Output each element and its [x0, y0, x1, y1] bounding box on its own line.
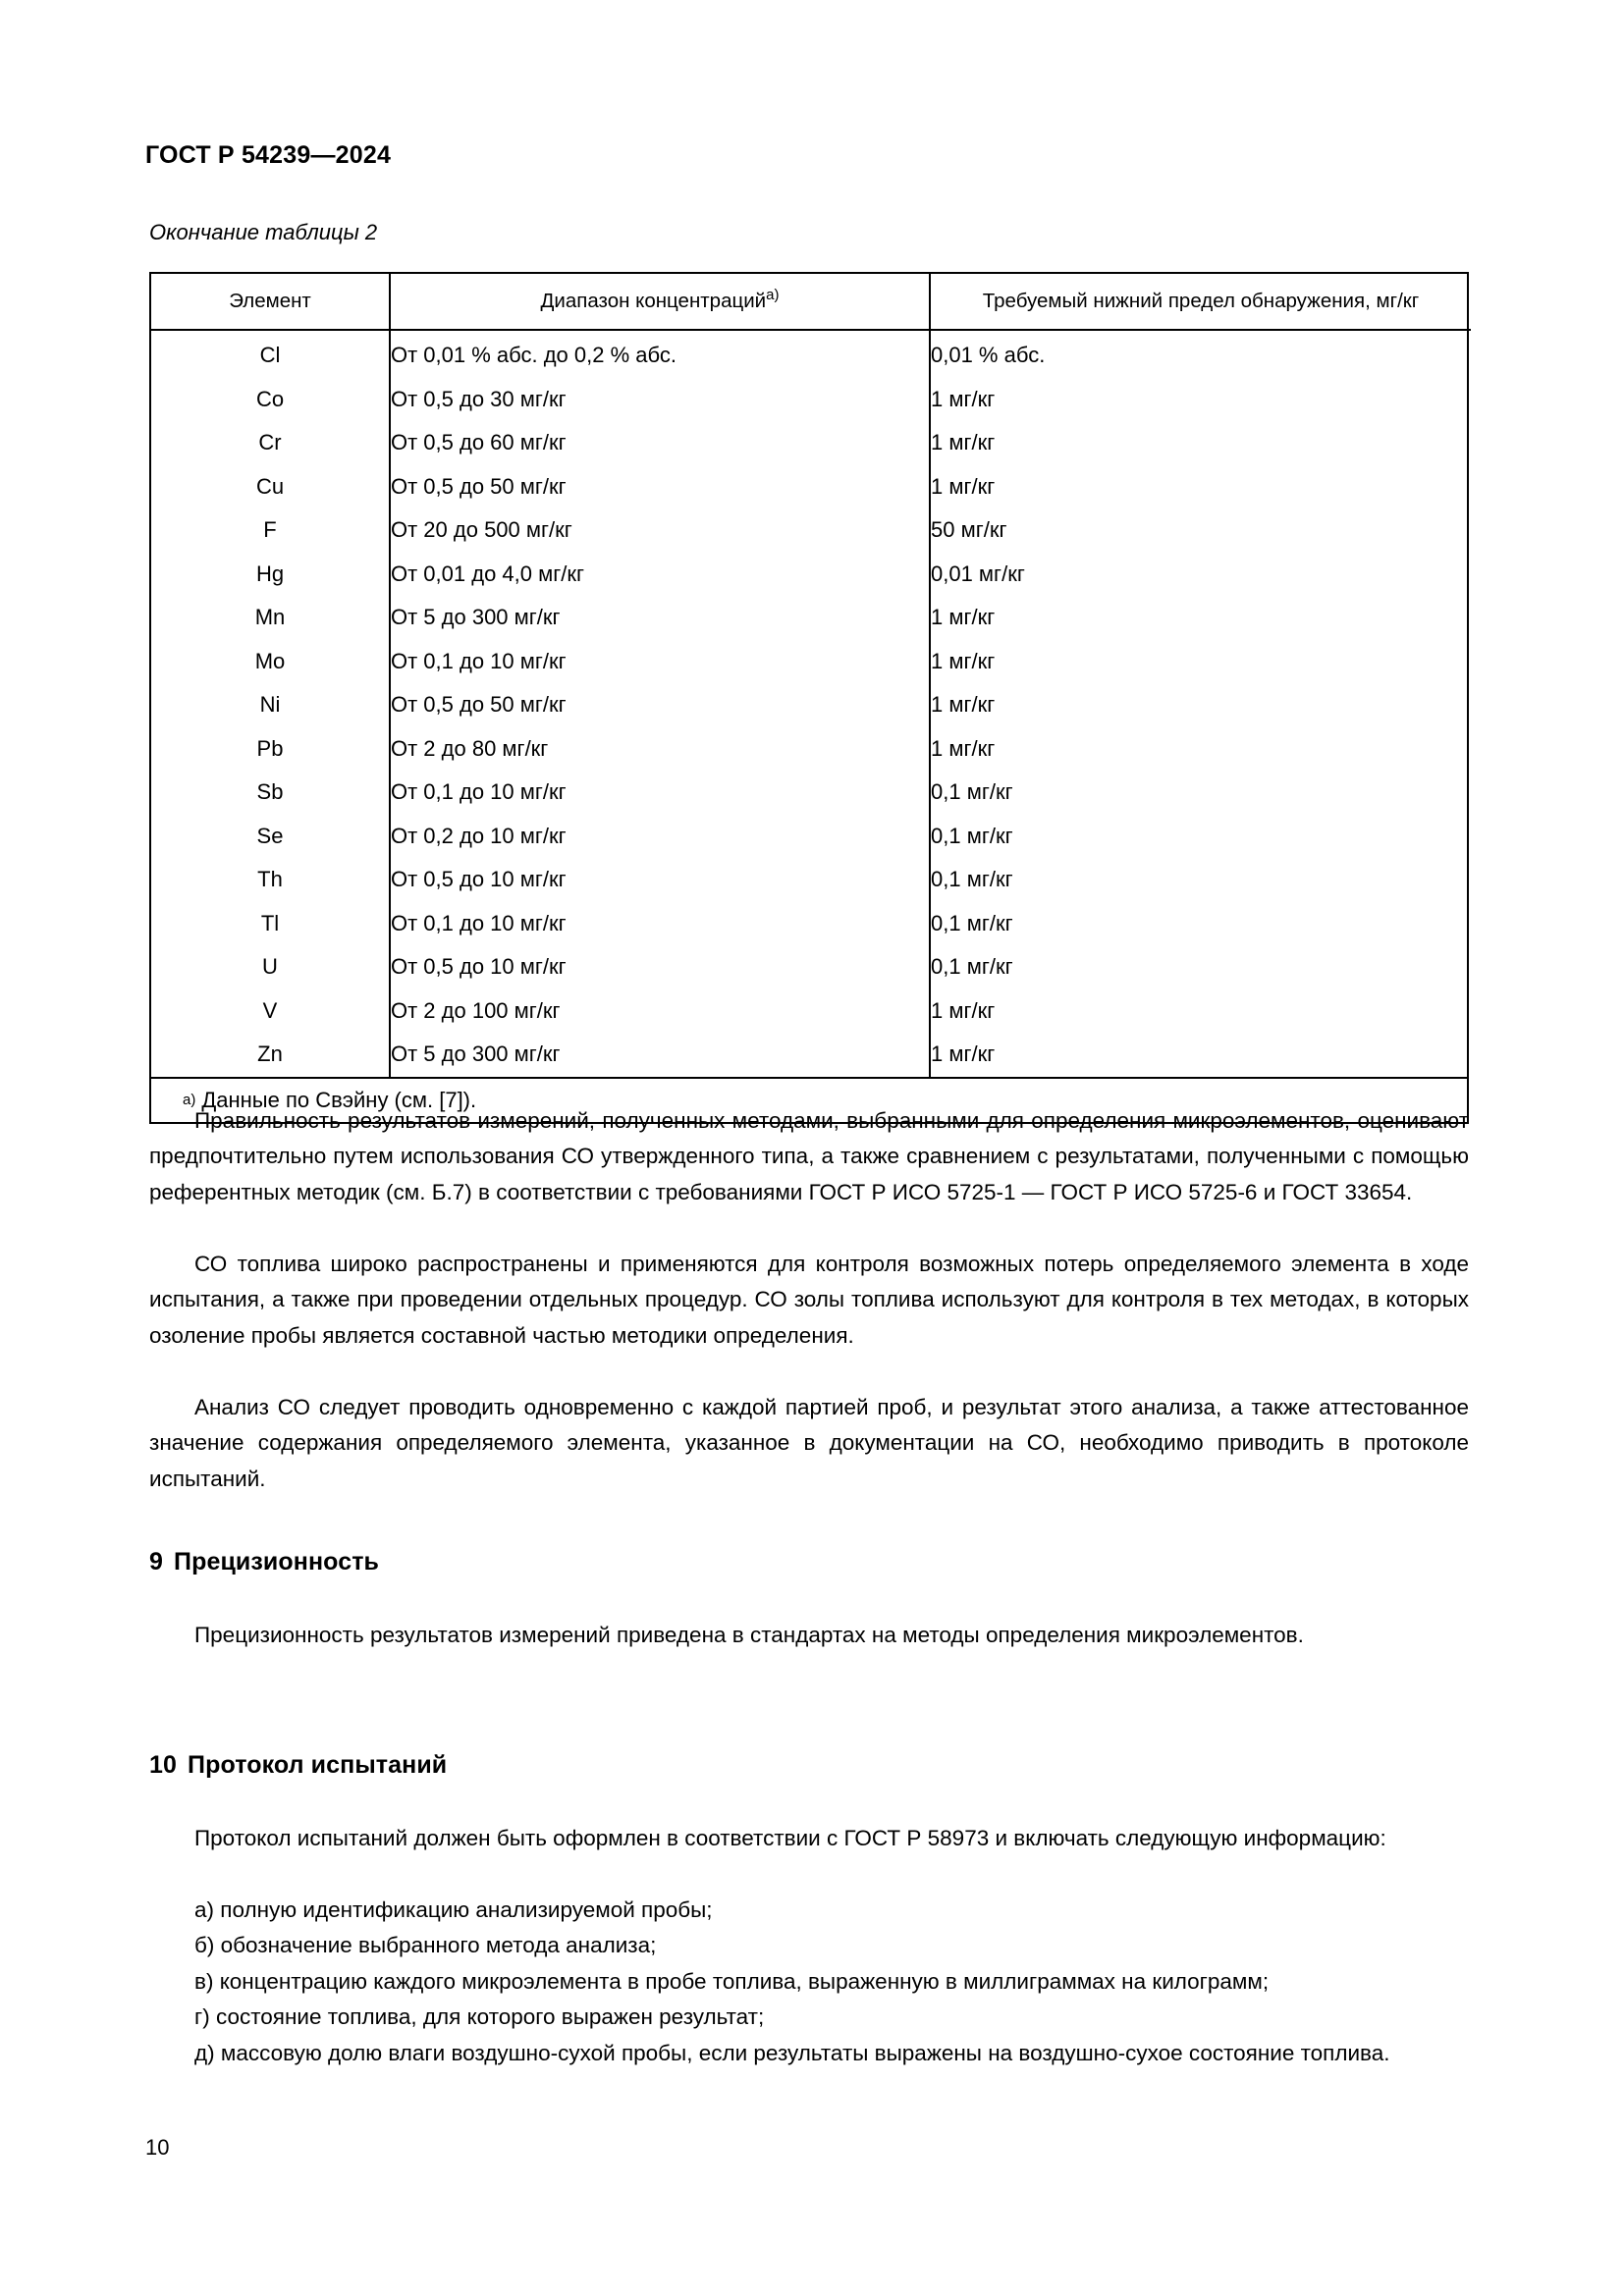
cell-element: Co: [151, 378, 390, 422]
section-9-paragraph: Прецизионность результатов измерений приведена в стандартах на методы определения микроэлементов.: [194, 1623, 1304, 1647]
body-paragraph-2: СО топлива широко распространены и применяются для контроля возможных потерь определяемого элемента в ходе испытания, а также при проведении отдельных процедур. СО золы топлива используют для контроля в тех методах, в которых озоление пробы является составной частью методики определения.: [149, 1252, 1469, 1348]
column-header-lod: Требуемый нижний предел обнаружения, мг/кг: [982, 290, 1420, 312]
table-row: [151, 727, 1471, 772]
cell-lod: 50 мг/кг: [931, 517, 1007, 543]
table-header: [151, 274, 1471, 330]
cell-element: Cr: [151, 421, 390, 465]
cell-range: От 0,5 до 10 мг/кг: [390, 945, 930, 989]
section-10-intro: Протокол испытаний должен быть оформлен в соответствии с ГОСТ Р 58973 и включать следующую информацию:: [194, 1826, 1386, 1850]
cell-element: Cl: [151, 334, 390, 378]
table-row: [151, 945, 1471, 989]
cell-element: Se: [151, 815, 390, 859]
cell-lod: 1 мг/кг: [931, 997, 996, 1023]
cell-range: От 0,5 до 30 мг/кг: [390, 378, 930, 422]
table-row: [151, 465, 1471, 509]
section-10-item-list: [149, 1893, 1469, 2071]
body-paragraph-2-block: [149, 1247, 1469, 1354]
cell-range: От 0,5 до 50 мг/кг: [390, 465, 930, 509]
cell-lod: 0,01 % абс.: [931, 343, 1046, 368]
table-row: [151, 858, 1471, 902]
section-9-body-block: [149, 1618, 1469, 1653]
cell-lod: 1 мг/кг: [931, 430, 996, 455]
cell-range: От 2 до 100 мг/кг: [390, 989, 930, 1034]
cell-range: От 0,1 до 10 мг/кг: [390, 902, 930, 946]
body-paragraph-1: Правильность результатов измерений, полученных методами, выбранными для определения микроэлементов, оценивают предпочтительно путем использования СО утвержденного типа, а также сравнением с результатами, полученными с помощью референтных методик (см. Б.7) в соответствии с требованиями ГОСТ Р ИСО 5725-1 — ГОСТ Р ИСО 5725-6 и ГОСТ 33654.: [149, 1108, 1469, 1204]
cell-element: F: [151, 508, 390, 553]
cell-lod: 0,1 мг/кг: [931, 954, 1013, 980]
section-10-list-item: г) состояние топлива, для которого выражен результат;: [194, 2004, 765, 2030]
table-row: [151, 553, 1471, 597]
cell-element: V: [151, 989, 390, 1034]
section-10-heading-block: [149, 1747, 1469, 1783]
table-row: [151, 334, 1471, 378]
cell-lod: 0,1 мг/кг: [931, 779, 1013, 805]
cell-element: U: [151, 945, 390, 989]
cell-lod: 1 мг/кг: [931, 386, 996, 411]
table-body: [151, 334, 1471, 1077]
body-paragraph-1-block: [149, 1103, 1469, 1210]
column-header-range-label: Диапазон концентраций: [540, 290, 767, 312]
cell-range: От 20 до 500 мг/кг: [390, 508, 930, 553]
table-row: [151, 1033, 1471, 1077]
section-9-title: Прецизионность: [174, 1548, 380, 1575]
cell-element: Mn: [151, 596, 390, 640]
cell-lod: 1 мг/кг: [931, 605, 996, 630]
section-10-intro-block: [149, 1821, 1469, 1856]
cell-element: Pb: [151, 727, 390, 772]
table-footnote-text: Данные по Свэйну (см. [7]).: [201, 1087, 477, 1112]
cell-lod: 1 мг/кг: [931, 648, 996, 673]
cell-range: От 0,01 до 4,0 мг/кг: [390, 553, 930, 597]
section-9-number: 9: [149, 1548, 164, 1575]
table-row: [151, 815, 1471, 859]
page-number: 10: [145, 2135, 170, 2160]
table-row: [151, 421, 1471, 465]
table-row: [151, 640, 1471, 684]
concentration-table-wrapper: [149, 272, 1469, 1124]
table-footnote: а) Данные по Свэйну (см. [7]).: [149, 1077, 1469, 1124]
running-head: ГОСТ Р 54239—2024: [145, 141, 392, 169]
cell-range: От 0,01 % абс. до 0,2 % абс.: [390, 334, 930, 378]
cell-lod: 1 мг/кг: [931, 1041, 996, 1067]
section-10-list-item: а) полную идентификацию анализируемой пробы;: [194, 1897, 713, 1922]
body-paragraph-3-block: [149, 1390, 1469, 1497]
cell-range: От 2 до 80 мг/кг: [390, 727, 930, 772]
cell-lod: 0,1 мг/кг: [931, 823, 1013, 848]
cell-range: От 0,1 до 10 мг/кг: [390, 640, 930, 684]
cell-element: Ni: [151, 683, 390, 727]
cell-lod: 0,1 мг/кг: [931, 910, 1013, 935]
column-header-element: Элемент: [151, 274, 390, 330]
cell-range: От 0,1 до 10 мг/кг: [390, 771, 930, 815]
cell-range: От 5 до 300 мг/кг: [390, 1033, 930, 1077]
section-10-list-item: в) концентрацию каждого микроэлемента в пробе топлива, выраженную в миллиграммах на килограмм;: [194, 1968, 1270, 1994]
section-10-heading: [149, 1747, 1469, 1783]
table-row: [151, 683, 1471, 727]
section-9-heading: [149, 1544, 1469, 1579]
body-paragraph-3: Анализ СО следует проводить одновременно с каждой партией проб, и результат этого анализа, а также аттестованное значение содержания определяемого элемента, указанное в документации на СО, необходимо приводить в протоколе испытаний.: [149, 1395, 1469, 1491]
table-caption: Окончание таблицы 2: [149, 220, 378, 244]
cell-range: От 0,5 до 50 мг/кг: [390, 683, 930, 727]
column-header-range-footnote-mark: а): [766, 287, 780, 304]
table-row: [151, 508, 1471, 553]
section-10-title: Протокол испытаний: [188, 1751, 448, 1779]
cell-range: От 0,5 до 60 мг/кг: [390, 421, 930, 465]
concentration-table: [151, 274, 1471, 1077]
section-10-list-item: б) обозначение выбранного метода анализа;: [194, 1933, 657, 1958]
section-9-heading-block: [149, 1544, 1469, 1579]
cell-range: От 5 до 300 мг/кг: [390, 596, 930, 640]
table-header-row: [151, 274, 1471, 330]
table-row: [151, 378, 1471, 422]
cell-element: Mo: [151, 640, 390, 684]
table-row: [151, 902, 1471, 946]
column-header-range: [390, 274, 930, 330]
cell-lod: 1 мг/кг: [931, 735, 996, 761]
cell-element: Zn: [151, 1033, 390, 1077]
cell-lod: 1 мг/кг: [931, 692, 996, 718]
cell-element: Sb: [151, 771, 390, 815]
table-outer-border: [149, 272, 1469, 1077]
table-row: [151, 596, 1471, 640]
section-10-list-item: д) массовую долю влаги воздушно-сухой пробы, если результаты выражены на воздушно-сухое состояние топлива.: [194, 2040, 1390, 2065]
section-10-number: 10: [149, 1751, 178, 1779]
cell-element: Hg: [151, 553, 390, 597]
table-row: [151, 989, 1471, 1034]
table-row: [151, 771, 1471, 815]
cell-range: От 0,5 до 10 мг/кг: [390, 858, 930, 902]
cell-lod: 0,01 мг/кг: [931, 561, 1025, 586]
cell-lod: 1 мг/кг: [931, 473, 996, 499]
cell-element: Th: [151, 858, 390, 902]
cell-element: Cu: [151, 465, 390, 509]
cell-lod: 0,1 мг/кг: [931, 867, 1013, 892]
cell-element: Tl: [151, 902, 390, 946]
cell-range: От 0,2 до 10 мг/кг: [390, 815, 930, 859]
